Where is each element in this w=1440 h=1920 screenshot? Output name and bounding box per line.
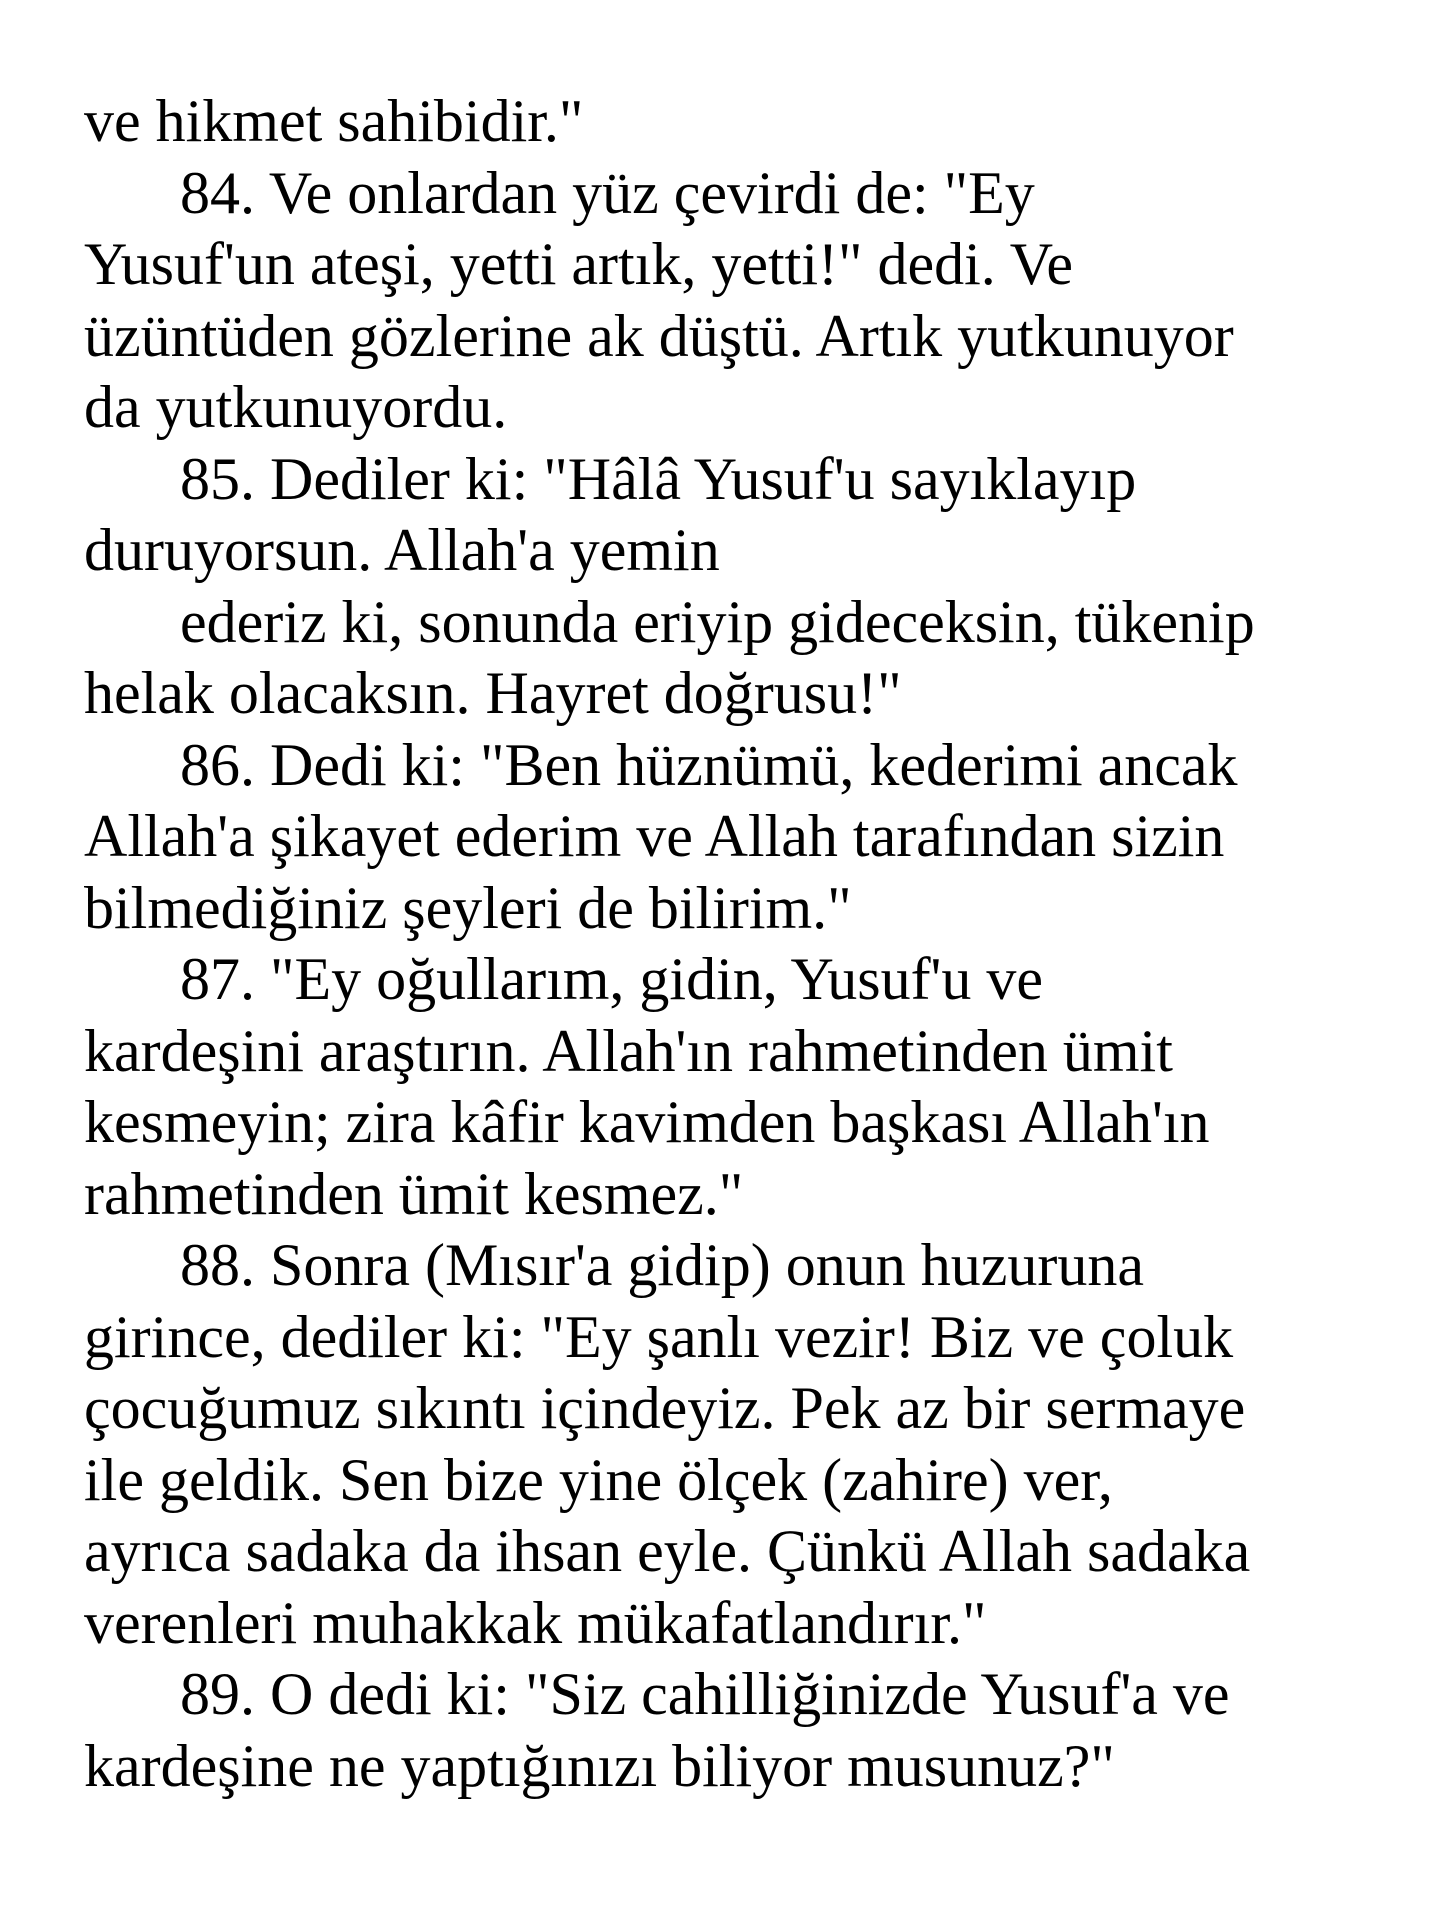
text-line: 88. Sonra (Mısır'a gidip) onun huzuruna bbox=[180, 1232, 1144, 1298]
text-line: helak olacaksın. Hayret doğrusu!" bbox=[84, 660, 902, 726]
text-line: 85. Dediler ki: "Hâlâ Yusuf'u sayıklayıp bbox=[180, 445, 1137, 512]
text-line: rahmetinden ümit kesmez." bbox=[84, 1160, 744, 1227]
text-line: 89. O dedi ki: "Siz cahilliğinizde Yusuf'a ve bbox=[180, 1661, 1230, 1727]
text-line: ile geldik. Sen bize yine ölçek (zahire) ver, bbox=[84, 1446, 1113, 1513]
text-body bbox=[84, 86, 1424, 1802]
text-line: 84. Ve onlardan yüz çevirdi de: "Ey bbox=[180, 159, 1035, 226]
text-line: bilmediğiniz şeyleri de bilirim." bbox=[84, 874, 852, 941]
text-line: kardeşine ne yaptığınızı biliyor musunuz?" bbox=[84, 1732, 1115, 1799]
text-line: çocuğumuz sıkıntı içindeyiz. Pek az bir sermaye bbox=[84, 1375, 1246, 1441]
text-line: üzüntüden gözlerine ak düştü. Artık yutkunuyor bbox=[84, 302, 1234, 369]
text-line: kesmeyin; zira kâfir kavimden başkası Allah'ın bbox=[84, 1089, 1210, 1155]
text-line: 87. "Ey oğullarım, gidin, Yusuf'u ve bbox=[180, 946, 1043, 1012]
text-line: 86. Dedi ki: "Ben hüznümü, kederimi ancak bbox=[180, 731, 1238, 798]
text-line: ederiz ki, sonunda eriyip gideceksin, tükenip bbox=[180, 588, 1255, 655]
text-line: girince, dediler ki: "Ey şanlı vezir! Biz ve çoluk bbox=[84, 1303, 1234, 1370]
text-line: verenleri muhakkak mükafatlandırır." bbox=[84, 1589, 987, 1656]
text-line: Allah'a şikayet ederim ve Allah tarafından sizin bbox=[84, 803, 1225, 869]
text-line: kardeşini araştırın. Allah'ın rahmetinden ümit bbox=[84, 1017, 1173, 1084]
text-line: ayrıca sadaka da ihsan eyle. Çünkü Allah sadaka bbox=[84, 1518, 1251, 1584]
text-line: Yusuf'un ateşi, yetti artık, yetti!" dedi. Ve bbox=[84, 231, 1074, 297]
text-line: ve hikmet sahibidir." bbox=[84, 88, 584, 154]
text-line: duruyorsun. Allah'a yemin bbox=[84, 517, 720, 583]
text-line: da yutkunuyordu. bbox=[84, 374, 508, 440]
